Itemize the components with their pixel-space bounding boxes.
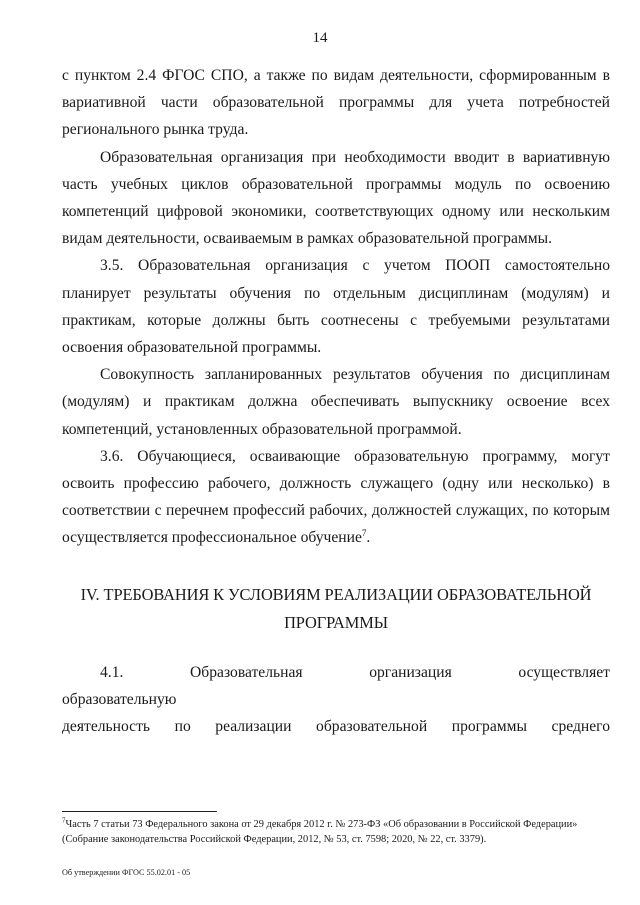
paragraph-continuation: с пунктом 2.4 ФГОС СПО, а также по видам деятельности, сформированным в вариативной части образовательной программы для учета потребностей регионального рынка труда. (62, 67, 610, 139)
body-text (62, 62, 610, 740)
footnote (62, 817, 614, 847)
footnote-text: Часть 7 статьи 73 Федерального закона от 29 декабря 2012 г. № 273-ФЗ «Об образовании в Российской Федерации» (Собрание законодательства Российской Федерации, 2012, № 53, ст. 7598; 2020, № 22, ст. 3379). (62, 819, 578, 845)
section-heading-line-1: IV. ТРЕБОВАНИЯ К УСЛОВИЯМ РЕАЛИЗАЦИИ ОБРАЗОВАТЕЛЬНОЙ (80, 584, 592, 604)
document-footer: Об утверждении ФГОС 55.02.01 - 05 (62, 868, 191, 877)
paragraph-3-6-text: 3.6. Обучающиеся, осваивающие образовательную программу, могут освоить профессию рабочего, должность служащего (одну или несколько) в соответствии с перечнем профессий рабочих, должностей служащих, по которым осуществляется профессиональное обучение (62, 447, 610, 547)
paragraph-3-6 (62, 443, 610, 552)
paragraph-3-5: 3.5. Образовательная организация с учетом ПООП самостоятельно планирует результаты обучения по отдельным дисциплинам (модулям) и практикам, которые должны быть соотнесены с требуемыми результатами освоения образовательной программы. (62, 257, 610, 357)
page-number: 14 (312, 30, 328, 46)
section-heading (62, 581, 610, 637)
footnote-divider (62, 811, 217, 812)
paragraph-digital-economy-module: Образовательная организация при необходимости вводит в вариативную часть учебных циклов образовательной программы модуль по освоению компетенций цифровой экономики, соответствующих одному или нескольким видам деятельности, осваиваемым в рамках образовательной программы. (62, 148, 610, 248)
paragraph-learning-outcomes: Совокупность запланированных результатов обучения по дисциплинам (модулям) и практикам должна обеспечивать выпускнику освоение всех компетенций, установленных образовательной программой. (62, 366, 610, 438)
section-heading-line-2: ПРОГРАММЫ (284, 612, 388, 632)
paragraph-4-1-line-2: деятельность по реализации образовательной программы среднего (62, 718, 610, 736)
paragraph-3-6-end: . (366, 529, 371, 547)
footnote-reference[interactable]: 7 (361, 528, 367, 539)
footnote-marker: 7 (62, 816, 66, 825)
paragraph-4-1-line-1: 4.1. Образовательная организация осуществляет образовательную (62, 663, 610, 708)
